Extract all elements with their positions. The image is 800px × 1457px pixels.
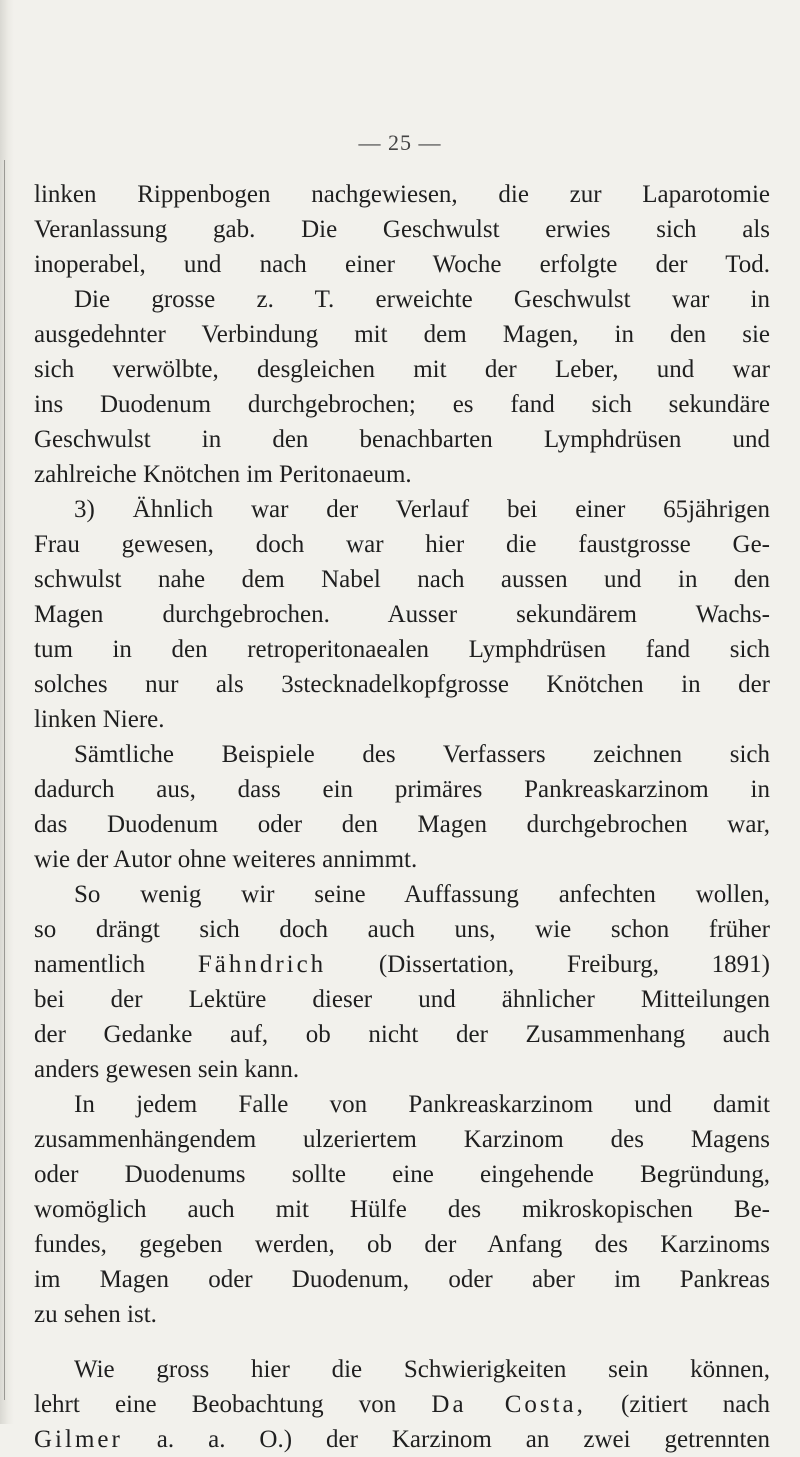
text-run: (zitiert nach — [621, 1391, 770, 1418]
text-line: womöglich auch mit Hülfe des mikroskopischen Be- — [34, 1196, 770, 1223]
text-line: Sämtliche Beispiele des Verfassers zeichnen sich — [74, 741, 770, 768]
text-line: zahlreiche Knötchen im Peritonaeum. — [34, 461, 412, 488]
text-line: Wie gross hier die Schwierigkeiten sein können, — [74, 1356, 770, 1383]
text-line: dadurch aus, dass ein primäres Pankreaskarzinom in — [34, 776, 770, 803]
text-run: (Dissertation, Freiburg, 1891) — [378, 951, 770, 978]
text-line: wie der Autor ohne weiteres annimmt. — [34, 846, 418, 873]
text-line: inoperabel, und nach einer Woche erfolgte der Tod. — [34, 251, 770, 278]
text-line — [34, 1387, 770, 1422]
text-line: solches nur als 3stecknadelkopfgrosse Knötchen in der — [34, 671, 770, 698]
text-line: zu sehen ist. — [34, 1301, 157, 1328]
text-line: In jedem Falle von Pankreaskarzinom und damit — [74, 1091, 770, 1118]
text-line: tum in den retroperitonaealen Lymphdrüsen fand sich — [34, 636, 770, 663]
text-line: anders gewesen sein kann. — [34, 1056, 300, 1083]
text-line: das Duodenum oder den Magen durchgebrochen war, — [34, 811, 770, 838]
text-line: oder Duodenums sollte eine eingehende Begründung, — [34, 1161, 770, 1188]
scan-binding-edge — [0, 0, 14, 1424]
text-run: lehrt eine Beobachtung von — [34, 1391, 397, 1418]
text-line: Frau gewesen, doch war hier die faustgrosse Ge- — [34, 531, 770, 558]
text-run: namentlich — [34, 951, 146, 978]
text-line: Veranlassung gab. Die Geschwulst erwies sich als — [34, 216, 770, 243]
text-line: ausgedehnter Verbindung mit dem Magen, in den sie — [34, 321, 770, 348]
text-line: linken Rippenbogen nachgewiesen, die zur Laparotomie — [34, 181, 770, 208]
text-line: der Gedanke auf, ob nicht der Zusammenhang auch — [34, 1021, 770, 1048]
text-line — [34, 1422, 770, 1457]
text-line: Geschwulst in den benachbarten Lymphdrüsen und — [34, 426, 770, 453]
page-number: — 25 — — [358, 130, 442, 155]
text-line: Die grosse z. T. erweichte Geschwulst war in — [74, 286, 770, 313]
text-line — [34, 947, 770, 982]
text-line: so drängt sich doch auch uns, wie schon früher — [34, 916, 770, 943]
text-line: sich verwölbte, desgleichen mit der Leber, und war — [34, 356, 770, 383]
author-name-emphasis: Da Costa, — [431, 1391, 586, 1418]
text-run: a. a. O.) der Karzinom an zwei getrennten — [156, 1426, 770, 1453]
text-line: fundes, gegeben werden, ob der Anfang des Karzinoms — [34, 1231, 770, 1258]
author-name-emphasis: Fähndrich — [197, 951, 327, 978]
text-line: linken Niere. — [34, 706, 165, 733]
text-line: Magen durchgebrochen. Ausser sekundärem Wachs- — [34, 601, 770, 628]
text-line: So wenig wir seine Auffassung anfechten wollen, — [74, 881, 770, 908]
text-line: zusammenhängendem ulzeriertem Karzinom des Magens — [34, 1126, 770, 1153]
text-line: 3) Ähnlich war der Verlauf bei einer 65jährigen — [74, 496, 770, 523]
text-line: bei der Lektüre dieser und ähnlicher Mitteilungen — [34, 986, 770, 1013]
text-line: ins Duodenum durchgebrochen; es fand sich sekundäre — [34, 391, 770, 418]
text-line: im Magen oder Duodenum, oder aber im Pankreas — [34, 1266, 770, 1293]
body-text — [34, 177, 770, 1457]
text-line: schwulst nahe dem Nabel nach aussen und in den — [34, 566, 770, 593]
author-name-emphasis: Gilmer — [34, 1426, 123, 1453]
